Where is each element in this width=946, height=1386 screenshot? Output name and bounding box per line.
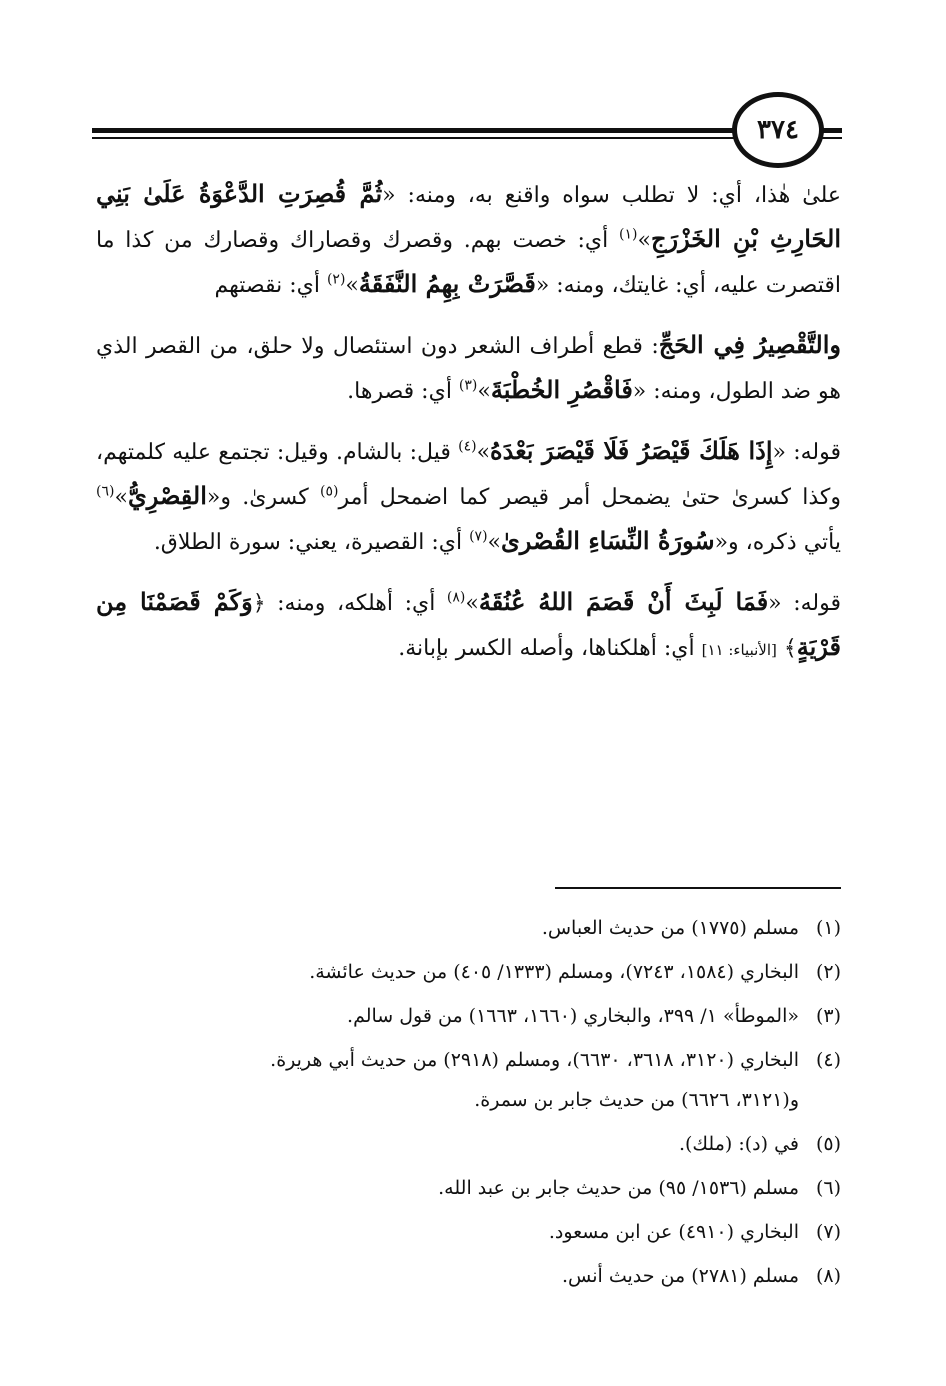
paragraph [96, 323, 841, 413]
quoted-term: والتَّقْصِيرُ فِي الحَجِّ [658, 330, 841, 359]
footnote [96, 1168, 841, 1208]
text-run: » [465, 591, 479, 616]
text-run: أي: قصرها. [347, 379, 459, 404]
footnote-marker: (١) [619, 226, 638, 243]
footnote-number: (٤) [815, 1049, 841, 1071]
quoted-term: ثُمَّ قُصِرَتِ الدَّعْوَةُ عَلَىٰ بَنِي الحَارِثِ بْنِ الخَزْرَجِ [96, 179, 841, 253]
text-run: » [487, 530, 502, 555]
footnote [96, 1212, 841, 1252]
paragraph [96, 580, 841, 672]
footnote-text: مسلم (٢٧٨١) من حديث أنس. [561, 1265, 799, 1287]
footnote [96, 952, 841, 992]
footnote-marker: (٤) [458, 438, 477, 455]
footnote-text: البخاري (٣١٢٠، ٣٦١٨، ٦٦٣٠)، ومسلم (٢٩١٨) من حديث أبي هريرة. [270, 1049, 799, 1071]
footnote-text: مسلم (١٧٧٥) من حديث العباس. [541, 917, 799, 939]
quoted-term: القِصْرِيُّ [127, 481, 207, 510]
footnote [96, 908, 841, 948]
quoted-term: سُورَةُ النِّسَاءِ القُصْرىٰ [501, 526, 715, 555]
text-run: قوله: « [772, 440, 842, 465]
text-run: أي: أهلكه، ومنه: ﴿ [252, 591, 447, 616]
footnote-text: في (د): (ملك). [678, 1133, 799, 1155]
footnote [96, 1040, 841, 1120]
footnote-text: مسلم (١٥٣٦/ ٩٥) من حديث جابر بن عبد الله. [438, 1177, 799, 1199]
text-run: يأتي ذكره، و« [714, 530, 841, 555]
footnote-number: (٣) [815, 1005, 841, 1027]
footnote-number: (٨) [815, 1265, 841, 1287]
text-run: » [114, 485, 128, 510]
footnote-marker: (٨) [446, 589, 466, 606]
footnote-text: البخاري (١٥٨٤، ٧٢٤٣)، ومسلم (١٣٣٣/ ٤٠٥) من حديث عائشة. [309, 961, 799, 983]
verse-reference: [الأنبياء: ١١] [701, 641, 777, 659]
footnote-separator [555, 887, 841, 889]
quoted-term: قَصَّرَتْ بِهِمُ النَّفَقَةُ [358, 269, 536, 298]
footnotes [96, 904, 841, 1300]
text-run: قيل: بالشام. وقيل: تجتمع عليه كلمتهم، وكذا كسرىٰ حتىٰ يضمحل أمر قيصر كما اضمحل أمر [96, 440, 841, 510]
footnote-marker: (٦) [96, 483, 115, 500]
text-run: » [637, 228, 651, 253]
footnote [96, 1124, 841, 1164]
text-run: ﴾ [776, 636, 797, 661]
footnote-text: البخاري (٤٩١٠) عن ابن مسعود. [548, 1221, 799, 1243]
text-run: أي: خصت بهم. وقصرك وقصاراك وقصارك من كذا ما اقتصرت عليه، أي: غايتك، ومنه: « [96, 228, 841, 298]
paragraph [96, 172, 841, 307]
main-text [96, 172, 841, 688]
quoted-term: إِذَا هَلَكَ قَيْصَرُ فَلَا قَيْصَرَ بَعْدَهُ [490, 436, 773, 465]
footnote-number: (١) [815, 917, 841, 939]
quoted-term: فَمَا لَبِثَ أَنْ قَصَمَ اللهُ عُنُقَهُ [478, 587, 769, 616]
text-run: » [477, 379, 491, 404]
header-rule [92, 128, 742, 133]
text-run: علىٰ هٰذا، أي: لا تطلب سواه واقنع به، ومنه: « [382, 183, 842, 208]
paragraph [96, 429, 841, 564]
footnote-marker: (٣) [458, 377, 478, 394]
footnote-number: (٦) [815, 1177, 841, 1199]
footnote-number: (٥) [815, 1133, 841, 1155]
footnote-marker: (٧) [469, 528, 488, 545]
footnote-number: (٢) [815, 961, 841, 983]
quoted-term: وَكَمْ قَصَمْنَا مِن قَرْيَةٍ [96, 587, 841, 661]
page-header [92, 92, 842, 172]
footnote-number: (٧) [815, 1221, 841, 1243]
text-run: كسرىٰ. و« [206, 485, 320, 510]
footnote-marker: (٥) [320, 483, 339, 500]
text-run: : قطع أطراف الشعر دون استئصال ولا حلق، من القصر الذي هو ضد الطول، ومنه: « [96, 334, 841, 404]
footnote [96, 1256, 841, 1296]
text-run: أي: القصيرة، يعني: سورة الطلاق. [153, 530, 470, 555]
text-run: » [345, 273, 359, 298]
quoted-term: فَاقْصُرِ الخُطْبَةَ [490, 375, 633, 404]
footnote [96, 996, 841, 1036]
footnote-text: «الموطأ» ١/ ٣٩٩، والبخاري (١٦٦٠، ١٦٦٣) من قول سالم. [347, 1005, 799, 1027]
footnote-continuation: و(٣١٢١، ٦٦٢٦) من حديث جابر بن سمرة. [474, 1089, 799, 1111]
text-run: » [476, 440, 491, 465]
header-rule-thin [92, 137, 742, 139]
text-run: أي: نقصتهم [214, 273, 327, 298]
text-run: قوله: « [768, 591, 841, 616]
footnote-marker: (٢) [326, 271, 346, 288]
page-number: ٣٧٤ [732, 92, 824, 168]
text-run: أي: أهلكناها، وأصله الكسر بإبانة. [398, 636, 702, 661]
